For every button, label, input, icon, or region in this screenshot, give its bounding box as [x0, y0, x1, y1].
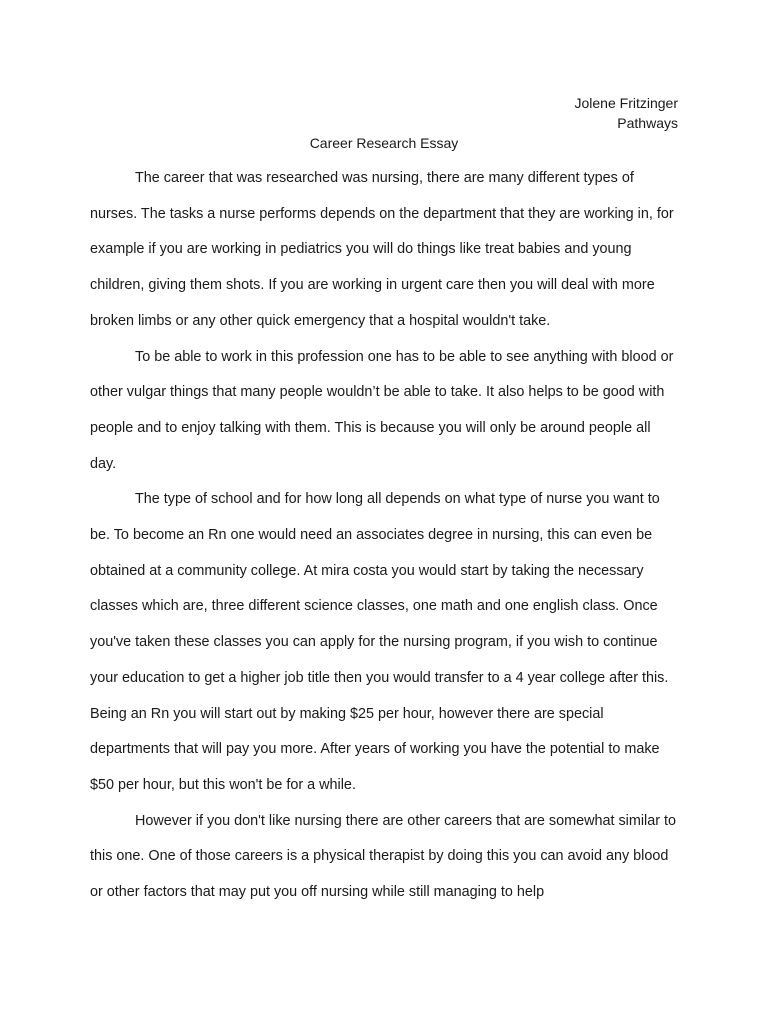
course-name: Pathways [617, 115, 678, 131]
paragraph: However if you don't like nursing there are other careers that are somewhat similar to this one. One of those careers is a physical therapist by doing this you can avoid any blood or other factors that may put you off nursing while still managing to help [90, 812, 677, 901]
paragraph: To be able to work in this profession one has to be able to see anything with blood or other vulgar things that many people wouldn’t be able to take. It also helps to be good with people and to enjoy talking with them. This is because you will only be around people all day. [90, 348, 674, 472]
paragraph: The type of school and for how long all depends on what type of nurse you want to be. To become an Rn one would need an associates degree in nursing, this can even be obtained at a community college. At mira costa you would start by taking the necessary classes which are, three different science classes, one math and one english class. Once you've taken these classes you can apply for the nursing program, if you wish to continue your education to get a higher job title then you would transfer to a 4 year college after this. Being an Rn you will start out by making $25 per hour, however there are special departments that will pay you more. After years of working you have the potential to make $50 per hour, but this won't be for a while. [90, 491, 669, 793]
author-name: Jolene Fritzinger [574, 95, 678, 111]
essay-body [90, 161, 680, 911]
paragraph: The career that was researched was nursing, there are many different types of nurses. The tasks a nurse performs depends on the department that they are working in, for example if you are working in pediatrics you will do things like treat babies and young children, giving them shots. If you are working in urgent care then you will deal with more broken limbs or any other quick emergency that a hospital wouldn't take. [90, 170, 674, 329]
essay-title: Career Research Essay [309, 135, 459, 151]
